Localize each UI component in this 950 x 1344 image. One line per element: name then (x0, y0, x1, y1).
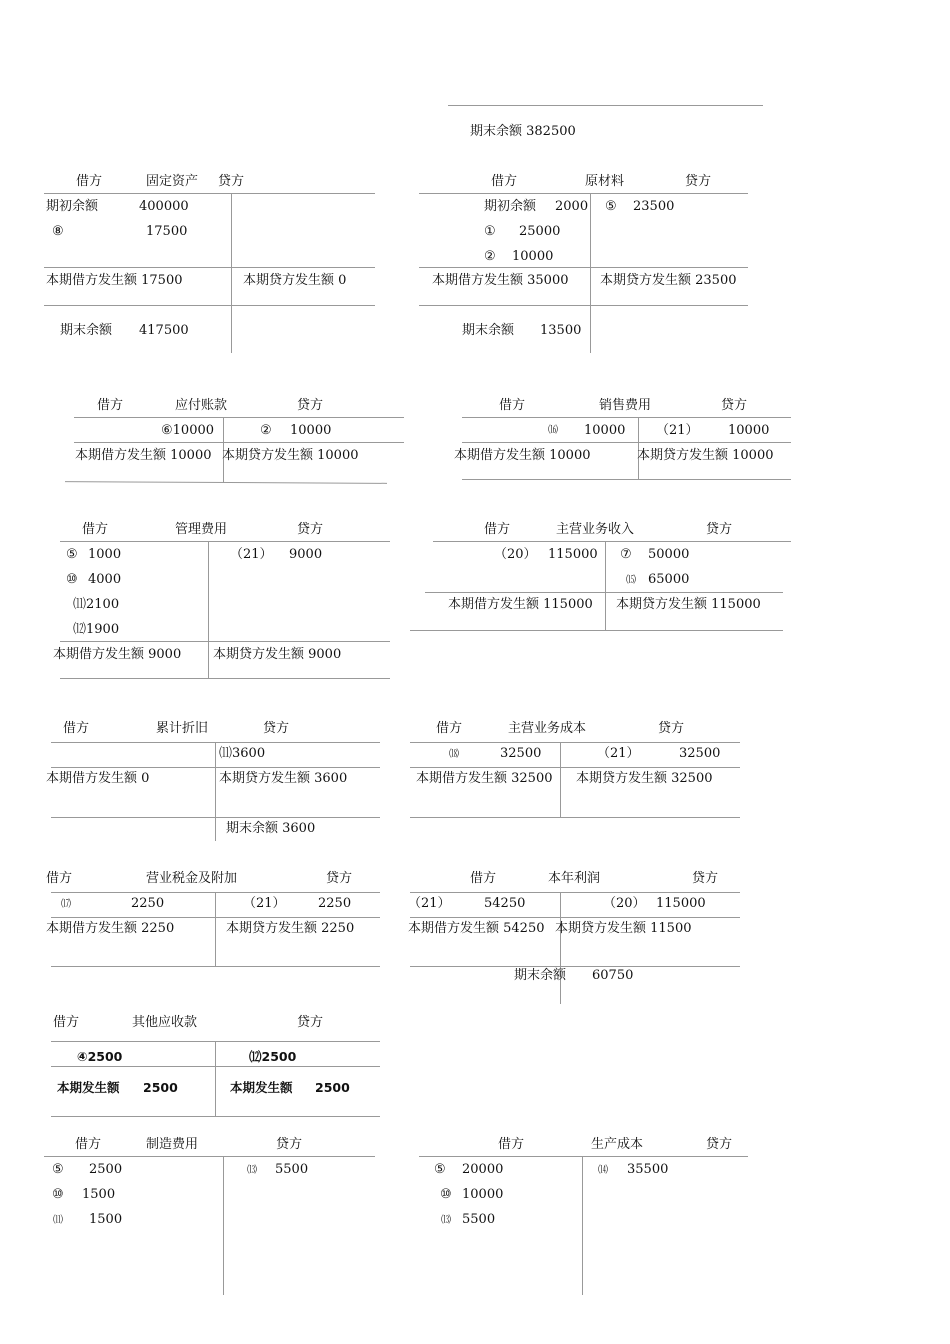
debit-entry-1-value: 20000 (462, 1162, 504, 1177)
credit-entry-1-mark: ② (260, 423, 272, 438)
totals-rule (44, 267, 375, 268)
account-title: 销售费用 (599, 398, 652, 413)
credit-entry-1-value: 35500 (627, 1162, 669, 1177)
debit-entry-3: ⑾2100 (73, 597, 120, 612)
totals-rule (74, 442, 404, 443)
credit-entry-1-mark: ⑤ (605, 199, 617, 214)
debit-header: 借方 (491, 174, 518, 189)
account-title: 生产成本 (591, 1137, 644, 1152)
center-rule (582, 1156, 583, 1295)
bottom-rule (51, 966, 380, 967)
debit-entry-1-value: 2500 (89, 1162, 123, 1177)
account-title: 营业税金及附加 (146, 871, 238, 886)
credit-header: 贷方 (326, 871, 353, 886)
debit-entry-1-mark: ⑤ (52, 1162, 64, 1177)
header-rule (419, 1156, 748, 1157)
debit-header: 借方 (436, 721, 463, 736)
credit-header: 贷方 (706, 522, 733, 537)
debit-entry-2-value: 4000 (88, 572, 122, 587)
top-ending-balance: 期末余额 382500 (470, 124, 576, 139)
account-title: 制造费用 (146, 1137, 199, 1152)
credit-entry-1-mark: （21） (597, 746, 640, 761)
debit-entry-3-mark: ⒀ (441, 1215, 451, 1226)
credit-header: 贷方 (658, 721, 685, 736)
account-title: 本年利润 (548, 871, 601, 886)
debit-entry-1-value: 1000 (88, 547, 122, 562)
debit-entry-2-value: 1500 (82, 1187, 116, 1202)
credit-entry-1-value: 2250 (318, 896, 352, 911)
debit-entry-1-value: 115000 (548, 547, 598, 562)
debit-entry-1-mark: ⑤ (434, 1162, 446, 1177)
debit-entry-2-mark: ⑩ (66, 572, 78, 587)
credit-header: 贷方 (276, 1137, 303, 1152)
debit-header: 借方 (82, 522, 109, 537)
debit-entry-1-value: 10000 (584, 423, 626, 438)
center-rule (223, 1156, 224, 1295)
credit-entry-1-value: 115000 (656, 896, 706, 911)
debit-entry-1-value: 54250 (484, 896, 526, 911)
debit-header: 借方 (63, 721, 90, 736)
credit-entry-1-value: 10000 (728, 423, 770, 438)
ending-label: 期末余额 (514, 968, 567, 983)
balance-rule (44, 305, 375, 306)
center-rule (560, 742, 561, 817)
debit-total: 本期借方发生额 0 (46, 771, 150, 786)
debit-total: 本期借方发生额 17500 (46, 273, 183, 288)
ending-value: 417500 (139, 323, 189, 338)
debit-total-label: 本期发生额 (57, 1080, 120, 1095)
debit-header: 借方 (498, 1137, 525, 1152)
credit-total-value: 2500 (315, 1080, 350, 1095)
account-title: 应付账款 (175, 398, 228, 413)
debit-total: 本期借方发生额 2250 (46, 921, 175, 936)
totals-rule (419, 267, 748, 268)
debit-header: 借方 (97, 398, 124, 413)
debit-total: 本期借方发生额 115000 (448, 597, 593, 612)
header-rule (60, 541, 390, 542)
credit-total: 本期贷方发生额 10000 (637, 448, 774, 463)
totals-rule (51, 917, 380, 918)
entry-value: 17500 (146, 224, 188, 239)
opening-value: 400000 (139, 199, 189, 214)
debit-entry-1-mark: （21） (408, 896, 451, 911)
debit-entry-1-mark: ⒃ (548, 425, 558, 436)
center-rule (215, 742, 216, 841)
credit-total: 本期贷方发生额 10000 (222, 448, 359, 463)
credit-entry-1-value: 9000 (289, 547, 323, 562)
account-title: 管理费用 (175, 522, 228, 537)
account-title: 其他应收款 (132, 1015, 198, 1030)
credit-total: 本期贷方发生额 3600 (219, 771, 348, 786)
ending-balance: 期末余额 3600 (226, 821, 316, 836)
ending-label: 期末余额 (462, 323, 515, 338)
bottom-rule (65, 481, 387, 484)
credit-entry-2-value: 65000 (648, 572, 690, 587)
credit-header: 贷方 (721, 398, 748, 413)
debit-entry-3-value: 5500 (462, 1212, 496, 1227)
credit-entry-1-mark: （21） (656, 423, 699, 438)
center-rule (231, 193, 232, 353)
credit-entry-1-value: 50000 (648, 547, 690, 562)
header-rule (419, 193, 748, 194)
credit-entry-1-value: 23500 (633, 199, 675, 214)
bottom-rule (410, 817, 740, 818)
debit-total: 本期借方发生额 9000 (53, 647, 182, 662)
balance-rule (419, 305, 748, 306)
debit-header: 借方 (470, 871, 497, 886)
bottom-rule (410, 966, 740, 967)
account-title: 主营业务成本 (508, 721, 587, 736)
totals-rule (410, 917, 740, 918)
credit-entry-1-mark: （21） (243, 896, 286, 911)
debit-entry-3-mark: ⑾ (53, 1215, 63, 1226)
center-rule (560, 892, 561, 1004)
debit-header: 借方 (46, 871, 73, 886)
debit-entry-3-value: 1500 (89, 1212, 123, 1227)
opening-label: 期初余额 (46, 199, 99, 214)
ending-value: 13500 (540, 323, 582, 338)
header-rule (44, 193, 375, 194)
credit-entry-1-mark: （20） (603, 896, 646, 911)
credit-header: 贷方 (263, 721, 290, 736)
credit-total: 本期贷方发生额 0 (243, 273, 347, 288)
totals-rule (410, 767, 740, 768)
debit-header: 借方 (484, 522, 511, 537)
totals-rule (425, 592, 783, 593)
debit-entry-1-value: 2250 (131, 896, 165, 911)
credit-entry-1-value: 32500 (679, 746, 721, 761)
credit-entry-1-mark: ⒀ (247, 1165, 257, 1176)
credit-header: 贷方 (218, 174, 245, 189)
debit-entry-1-mark: ① (484, 224, 496, 239)
bottom-rule (462, 479, 791, 480)
debit-total: 本期借方发生额 54250 (408, 921, 545, 936)
account-title: 原材料 (585, 174, 625, 189)
bottom-rule (60, 678, 390, 679)
header-rule (410, 892, 740, 893)
header-rule (74, 417, 404, 418)
ending-value: 60750 (592, 968, 634, 983)
debit-total: 本期借方发生额 32500 (416, 771, 553, 786)
opening-label: 期初余额 (484, 199, 537, 214)
debit-total: 本期借方发生额 10000 (75, 448, 212, 463)
credit-entry-2-mark: ⒂ (626, 575, 636, 586)
ending-label: 期末余额 (60, 323, 113, 338)
debit-entry-4: ⑿1900 (73, 622, 120, 637)
totals-rule (51, 767, 380, 768)
debit-total: 本期借方发生额 10000 (454, 448, 591, 463)
center-rule (215, 892, 216, 967)
debit-entry-1: ⑥10000 (161, 423, 215, 438)
credit-total: 本期贷方发生额 11500 (555, 921, 692, 936)
center-rule (215, 1041, 216, 1116)
debit-entry-1-mark: （20） (494, 547, 537, 562)
credit-entry-1-mark: ⒁ (598, 1165, 608, 1176)
totals-rule (51, 1066, 380, 1067)
credit-entry-1-mark: （21） (230, 547, 273, 562)
credit-entry-1-value: 5500 (275, 1162, 309, 1177)
credit-total: 本期贷方发生额 2250 (226, 921, 355, 936)
debit-entry-2-value: 10000 (462, 1187, 504, 1202)
debit-entry-1: ④2500 (77, 1049, 123, 1064)
header-rule (44, 1156, 375, 1157)
debit-entry-1-mark: ⒅ (449, 749, 459, 760)
debit-entry-1-mark: ⑤ (66, 547, 78, 562)
debit-entry-1-value: 25000 (519, 224, 561, 239)
debit-entry-2-mark: ⑩ (52, 1187, 64, 1202)
credit-header: 贷方 (297, 522, 324, 537)
bottom-rule (410, 630, 783, 631)
credit-header: 贷方 (297, 398, 324, 413)
account-title: 主营业务收入 (556, 522, 635, 537)
debit-entry-2-mark: ② (484, 249, 496, 264)
totals-rule (462, 442, 791, 443)
credit-header: 贷方 (685, 174, 712, 189)
account-title: 累计折旧 (156, 721, 209, 736)
bottom-rule (51, 1116, 380, 1117)
center-rule (590, 193, 591, 353)
debit-entry-1-mark: ⒄ (61, 899, 71, 910)
credit-header: 贷方 (706, 1137, 733, 1152)
opening-value: 2000 (555, 199, 589, 214)
credit-header: 贷方 (692, 871, 719, 886)
credit-entry-1-mark: ⑦ (620, 547, 632, 562)
credit-total-label: 本期发生额 (230, 1080, 293, 1095)
debit-entry-2-value: 10000 (512, 249, 554, 264)
header-rule (433, 541, 791, 542)
credit-header: 贷方 (297, 1015, 324, 1030)
balance-rule (51, 817, 380, 818)
header-rule (462, 417, 791, 418)
debit-entry-1-value: 32500 (500, 746, 542, 761)
debit-total-value: 2500 (143, 1080, 178, 1095)
account-title: 固定资产 (146, 174, 199, 189)
credit-entry-1: ⑿2500 (249, 1049, 297, 1064)
credit-entry-1-value: 10000 (290, 423, 332, 438)
credit-total: 本期贷方发生额 9000 (213, 647, 342, 662)
credit-total: 本期贷方发生额 23500 (600, 273, 737, 288)
credit-total: 本期贷方发生额 32500 (576, 771, 713, 786)
totals-rule (60, 641, 390, 642)
entry-mark: ⑧ (52, 224, 64, 239)
debit-header: 借方 (53, 1015, 80, 1030)
top-rule (448, 105, 763, 106)
debit-entry-2-mark: ⑩ (440, 1187, 452, 1202)
debit-header: 借方 (499, 398, 526, 413)
credit-entry-1: ⑾3600 (219, 746, 266, 761)
debit-total: 本期借方发生额 35000 (432, 273, 569, 288)
debit-header: 借方 (76, 174, 103, 189)
debit-header: 借方 (75, 1137, 102, 1152)
center-rule (605, 541, 606, 630)
center-rule (208, 541, 209, 678)
header-rule (410, 742, 740, 743)
credit-total: 本期贷方发生额 115000 (616, 597, 761, 612)
